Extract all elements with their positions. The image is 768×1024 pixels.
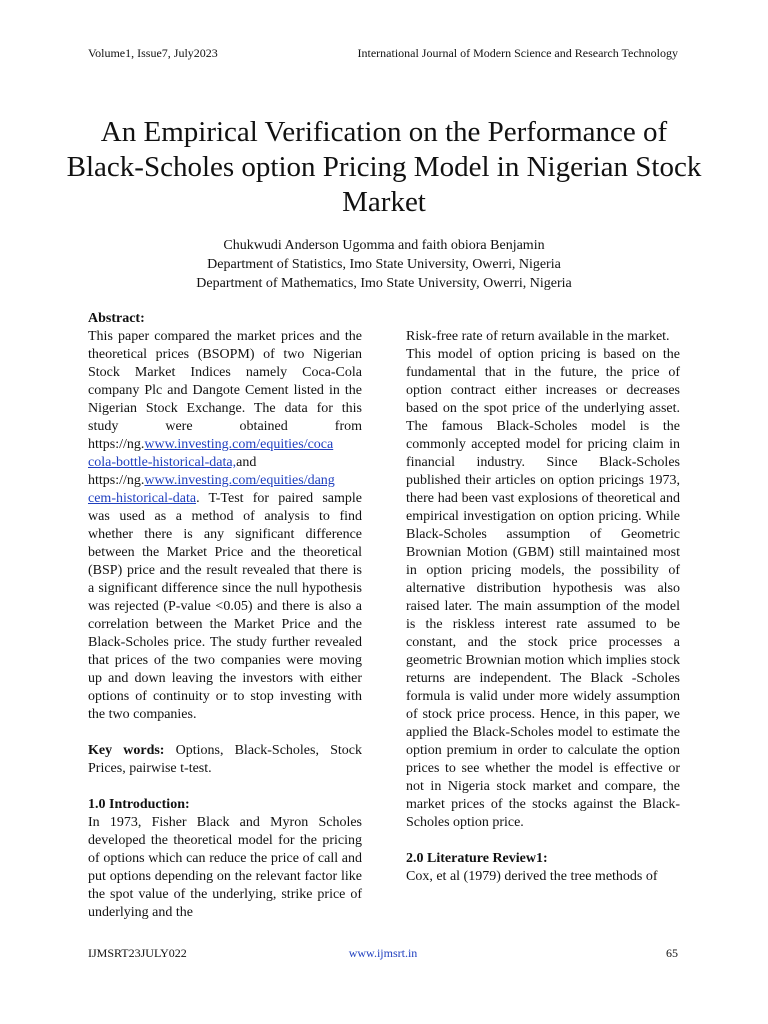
keywords-text: Options, Black-Scholes, Stock Prices, pairwise t-test. (88, 743, 362, 776)
paper-title: An Empirical Verification on the Performance of Black-Scholes option Pricing Model in Nigerian Stock Market (66, 116, 702, 218)
page-number: 65 (666, 946, 678, 960)
abstract-text (88, 328, 362, 724)
affiliation-statistics: Department of Statistics, Imo State University, Owerri, Nigeria (207, 257, 561, 272)
abstract-text-part1: This paper compared the market prices and the theoretical prices (BSOPM) of two Nigerian Stock Market Indices namely Coca-Cola company Plc and Dangote Cement listed in the Nigerian Stock Exchange. The data for this study were obtained from https://ng. (88, 329, 362, 452)
left-column (88, 310, 362, 922)
dangote-data-link[interactable]: www.investing.com/equities/dang cem-historical-data (88, 473, 335, 506)
abstract-text-part2: and https://ng. (88, 455, 257, 488)
page-header (88, 46, 678, 64)
literature-text: Cox, et al (1979) derived the tree methods of (406, 869, 658, 884)
journal-website-link[interactable]: www.ijmsrt.in (348, 946, 418, 960)
journal-name: International Journal of Modern Science and Research Technology (357, 46, 678, 60)
author-block (60, 236, 708, 293)
volume-issue: Volume1, Issue7, July2023 (88, 46, 218, 60)
affiliation-mathematics: Department of Mathematics, Imo State University, Owerri, Nigeria (196, 276, 572, 291)
abstract-heading: Abstract: (88, 311, 145, 326)
page-footer (88, 946, 678, 964)
model-paragraph: This model of option pricing is based on the fundamental that in the future, the price of option contract either increases or decreases based on the spot price of the underlying asset. The famous Black-Scholes model is the commonly accepted model for pricing claim in financial industry. Since Black-Scholes published their articles on option pricings 1973, there had been vast explosions of theoretical and empirical investigation on option pricing. While Black-Scholes assumption of Geometric Brownian Motion (GBM) still maintained most in option pricing models, the possibility of alternative distribution hypothesis was also raised later. The main assumption of the model is the riskless interest rate assumed to be constant, and the stock price processes a geometric Brownian motion which implies stock returns are independent. The Black -Scholes formula is valid under more widely assumption of stock price process. Hence, in this paper, we applied the Black-Scholes model to estimate the option premium in order to calculate the option prices to see whether the model is effective or not in Nigeria stock market and compare, the market prices of the stocks against the Black-Scholes option price. (406, 347, 680, 830)
introduction-continuation: Risk-free rate of return available in the market. (406, 329, 670, 344)
keywords (88, 742, 362, 778)
author-names: Chukwudi Anderson Ugomma and faith obiora Benjamin (223, 238, 545, 253)
coca-cola-data-link[interactable]: www.investing.com/equities/coca cola-bottle-historical-data, (88, 437, 334, 470)
introduction-text: In 1973, Fisher Black and Myron Scholes developed the theoretical model for the pricing of options which can reduce the price of call and put options depending on the relevant factor like the spot value of the underlying, strike price of underlying and the (88, 815, 362, 920)
keywords-label: Key words: (88, 743, 165, 758)
introduction-heading: 1.0 Introduction: (88, 797, 190, 812)
abstract-text-part3: . T-Test for paired sample was used as a method of analysis to find whether there is any significant difference between the Market Price and the theoretical (BSP) price and the result revealed that there is a significant difference since the null hypothesis was rejected (P-value <0.05) and there is also a correlation between the Market Price and the Black-Scholes price. The study further revealed that prices of the two companies were moving up and down leaving the investors with either options of continuity or to stop investing with the two companies. (88, 491, 362, 722)
right-column (406, 328, 680, 886)
literature-heading: 2.0 Literature Review1: (406, 851, 548, 866)
article-code: IJMSRT23JULY022 (88, 946, 187, 960)
